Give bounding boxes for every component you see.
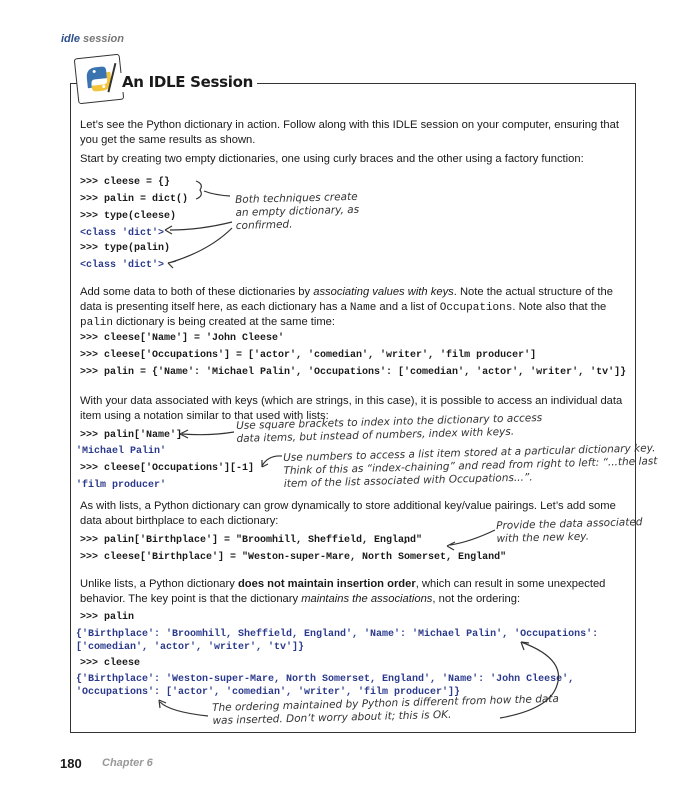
code-output: 'film producer' <box>76 480 167 491</box>
code-line: >>> palin = dict() <box>80 194 189 205</box>
code-output: ['comedian', 'actor', 'writer', 'tv']} <box>76 642 305 653</box>
code-output: {'Birthplace': 'Weston-super-Mare, North Somerset, England', 'Name': 'John Cleese', <box>76 674 575 685</box>
code-line: >>> cleese['Name'] = 'John Cleese' <box>80 333 285 344</box>
annotation-note: Provide the data associated with the new key. <box>496 516 643 545</box>
code-line: >>> type(palin) <box>80 243 171 254</box>
code-output: 'Occupations': ['actor', 'comedian', 'writer', 'film producer']} <box>76 687 461 698</box>
code-line: >>> cleese = {} <box>80 177 171 188</box>
code-output: {'Birthplace': 'Broomhill, Sheffield, England', 'Name': 'Michael Palin', 'Occupations': <box>76 629 599 640</box>
data-paragraph: Add some data to both of these dictionaries by associating values with keys. Note the actual structure of the data is presenting itself here, as each dictionary has a Name and a list of Occupations. Note also that the palin dictionary is being created at the same time: <box>80 286 613 330</box>
code-line: >>> palin['Birthplace'] = "Broomhill, Sheffield, England" <box>80 535 423 546</box>
section-title: An IDLE Session <box>118 73 257 92</box>
access-paragraph: With your data associated with keys (which are strings, in this case), it is possible to access an individual data item using a notation similar to that used with lists: <box>80 395 623 422</box>
grow-paragraph: As with lists, a Python dictionary can grow dynamically to store additional key/value pairings. Let’s add some data about birthplace to each dictionary: <box>80 500 616 527</box>
code-output: 'Michael Palin' <box>76 446 167 457</box>
code-line: >>> palin['Name'] <box>80 430 183 441</box>
brace-mark <box>196 181 201 199</box>
code-line: >>> type(cleese) <box>80 211 177 222</box>
code-line: >>> cleese['Occupations'][-1] <box>80 463 255 474</box>
instruction-paragraph: Start by creating two empty dictionaries, one using curly braces and the other using a factory function: <box>80 153 584 165</box>
page-number: 180 <box>60 756 82 771</box>
annotation-note: The ordering maintained by Python is different from how the data was inserted. Don’t worry about it; this is OK. <box>212 692 560 727</box>
intro-paragraph: Let’s see the Python dictionary in action. Follow along with this IDLE session on your computer, ensuring that you get the same results as shown. <box>80 119 619 146</box>
code-line: >>> cleese['Birthplace'] = "Weston-super-Mare, North Somerset, England" <box>80 552 507 563</box>
chapter-label: Chapter 6 <box>102 757 153 769</box>
code-line: >>> cleese <box>80 658 141 669</box>
annotation-note: Use square brackets to index into the dictionary to access data items, but instead of numbers, index with keys. <box>236 411 543 445</box>
code-line: >>> cleese['Occupations'] = ['actor', 'comedian', 'writer', 'film producer'] <box>80 350 537 361</box>
code-line: >>> palin <box>80 612 135 623</box>
code-output: <class 'dict'> <box>80 228 165 239</box>
order-paragraph: Unlike lists, a Python dictionary does not maintain insertion order, which can result in some unexpected behavior. The key point is that the dictionary maintains the associations, not the ordering: <box>80 578 606 605</box>
annotation-note: Use numbers to access a list item stored at a particular dictionary key. Think of this as “index-chaining” and read from right to left: “...the last item of the list associated with Occupations...”. <box>283 442 658 490</box>
code-line: >>> palin = {'Name': 'Michael Palin', 'Occupations': ['comedian', 'actor', 'writer', 'tv']} <box>80 367 627 378</box>
running-header: idle session <box>61 33 124 45</box>
code-output: <class 'dict'> <box>80 260 165 271</box>
annotation-note: Both techniques create an empty dictionary, as confirmed. <box>235 190 360 232</box>
